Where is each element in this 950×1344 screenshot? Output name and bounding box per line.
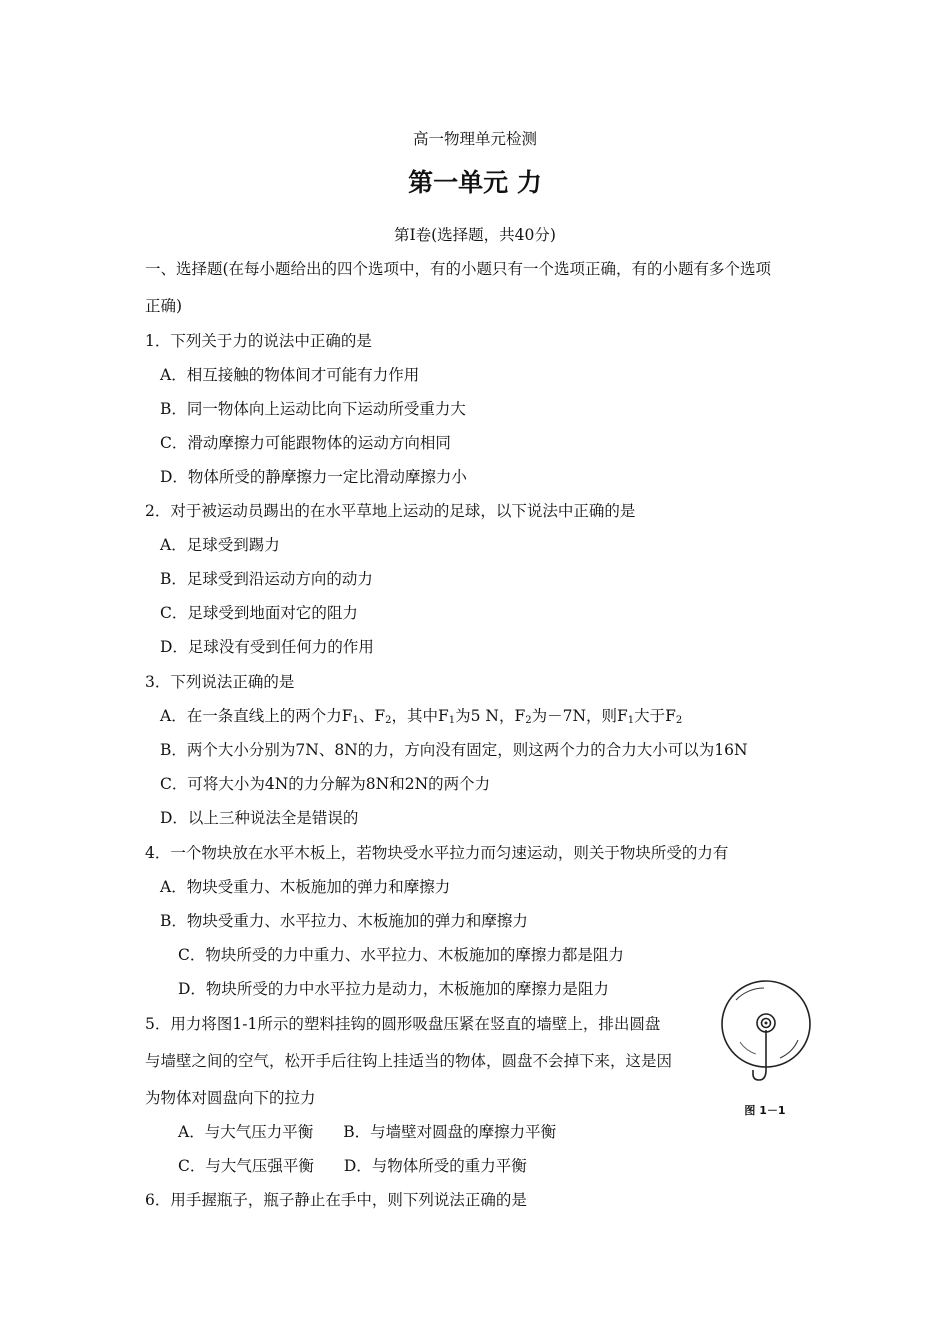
q5-option-c: C．与大气压强平衡 — [178, 1157, 314, 1175]
q2-option-c: C．足球受到地面对它的阻力 — [160, 604, 358, 622]
q4-stem: 4．一个物块放在水平木板上，若物块受水平拉力而匀速运动，则关于物块所受的力有 — [145, 844, 729, 862]
q2-stem: 2．对于被运动员踢出的在水平草地上运动的足球，以下说法中正确的是 — [145, 502, 636, 520]
q4-option-c: C．物块所受的力中重力、水平拉力、木板施加的摩擦力都是阻力 — [178, 946, 624, 964]
figure-caption: 图 1－1 — [744, 1104, 786, 1117]
q4-option-b: B．物块受重力、水平拉力、木板施加的弹力和摩擦力 — [160, 912, 528, 930]
course-title: 高一物理单元检测 — [412, 130, 537, 148]
q2-option-a: A．足球受到踢力 — [160, 536, 280, 554]
q3-stem: 3．下列说法正确的是 — [145, 673, 295, 691]
q1-option-c: C．滑动摩擦力可能跟物体的运动方向相同 — [160, 434, 451, 452]
instructions-line-2: 正确) — [145, 297, 183, 315]
q3-option-a: A．在一条直线上的两个力$F_1$、$F_2$，其中$F_1$为5 N，$F_2$为－7N，则$F_1$大于$F_2$ — [160, 707, 683, 726]
q6-stem: 6．用手握瓶子，瓶子静止在手中，则下列说法正确的是 — [145, 1191, 527, 1209]
q5-option-a: A．与大气压力平衡 — [178, 1123, 314, 1141]
q2-option-b: B．足球受到沿运动方向的动力 — [160, 570, 373, 588]
instructions-line-1: 一、选择题(在每小题给出的四个选项中，有的小题只有一个选项正确，有的小题有多个选项 — [145, 260, 772, 278]
q4-option-d: D．物块所受的力中水平拉力是动力，木板施加的摩擦力是阻力 — [178, 980, 609, 998]
q3-option-d: D．以上三种说法全是错误的 — [160, 809, 359, 827]
q5-options-ab — [178, 1122, 556, 1142]
part-title: 第Ⅰ卷(选择题，共40分) — [394, 226, 556, 244]
q3-option-b: B．两个大小分别为7N、8N的力，方向没有固定，则这两个力的合力大小可以为16N — [160, 741, 748, 759]
q4-option-a: A．物块受重力、木板施加的弹力和摩擦力 — [160, 878, 451, 896]
q1-stem: 1．下列关于力的说法中正确的是 — [145, 332, 372, 350]
q2-option-d: D．足球没有受到任何力的作用 — [160, 638, 374, 656]
q5-option-b: B．与墙壁对圆盘的摩擦力平衡 — [343, 1123, 557, 1141]
q3-option-c: C．可将大小为4N的力分解为8N和2N的两个力 — [160, 775, 491, 793]
q5-options-cd — [178, 1156, 527, 1176]
q5-stem-line-2: 与墙壁之间的空气，松开手后往钩上挂适当的物体，圆盘不会掉下来，这是因 — [145, 1052, 673, 1070]
q1-option-d: D．物体所受的静摩擦力一定比滑动摩擦力小 — [160, 468, 467, 486]
suction-cup-hook-figure — [716, 978, 816, 1098]
q1-option-a: A．相互接触的物体间才可能有力作用 — [160, 366, 420, 384]
q5-stem-line-1: 5．用力将图1-1所示的塑料挂钩的圆形吸盘压紧在竖直的墙壁上，排出圆盘 — [145, 1015, 661, 1033]
q1-option-b: B．同一物体向上运动比向下运动所受重力大 — [160, 400, 466, 418]
unit-title: 第一单元 力 — [408, 168, 542, 197]
q5-stem-line-3: 为物体对圆盘向下的拉力 — [145, 1089, 316, 1107]
q5-option-d: D．与物体所受的重力平衡 — [343, 1157, 527, 1175]
